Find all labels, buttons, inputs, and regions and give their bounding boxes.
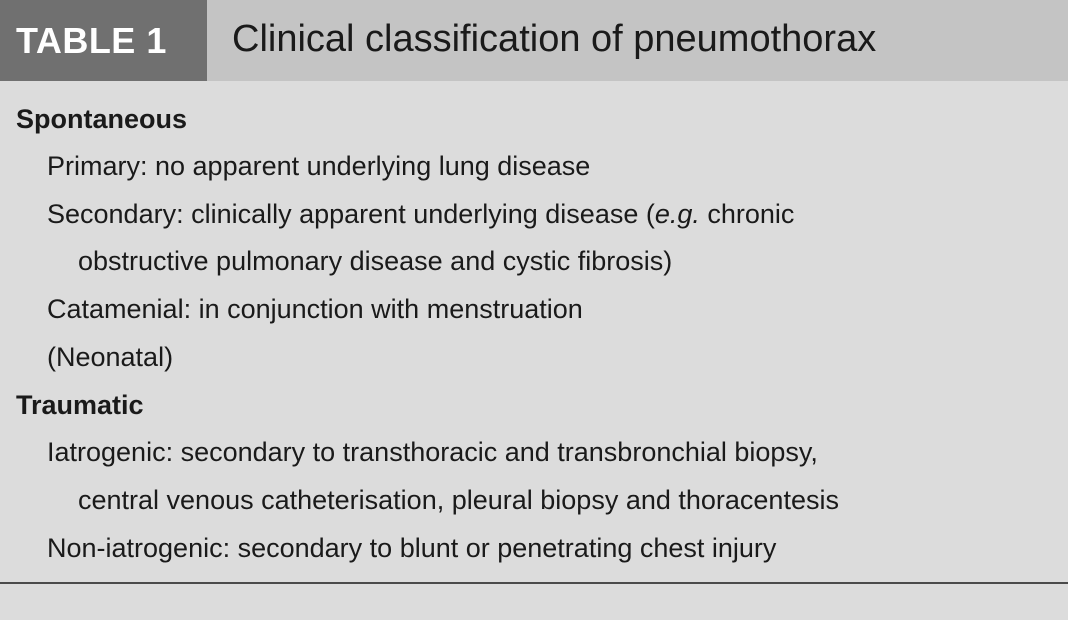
table-label-box — [0, 0, 207, 81]
table-title: Clinical classification of pneumothorax — [232, 18, 877, 60]
table-bottom-rule — [0, 582, 1068, 584]
list-item-secondary-text-after: chronic — [699, 199, 795, 229]
list-item-iatrogenic-continuation: central venous catheterisation, pleural biopsy and thoracentesis — [78, 485, 839, 515]
table-label: TABLE 1 — [16, 20, 167, 61]
list-item-neonatal: (Neonatal) — [47, 342, 174, 372]
list-item-catamenial: Catamenial: in conjunction with menstruation — [47, 294, 583, 324]
list-item-secondary-text-before: Secondary: clinically apparent underlying disease ( — [47, 199, 655, 229]
list-item-iatrogenic: Iatrogenic: secondary to transthoracic and transbronchial biopsy, — [47, 437, 818, 467]
section-heading-traumatic: Traumatic — [16, 390, 144, 420]
list-item-primary: Primary: no apparent underlying lung disease — [47, 151, 591, 181]
table-header — [0, 0, 1068, 81]
list-item-secondary-continuation: obstructive pulmonary disease and cystic fibrosis) — [78, 246, 673, 276]
list-item-secondary-italic: e.g. — [654, 199, 700, 229]
section-heading-spontaneous: Spontaneous — [16, 104, 188, 134]
list-item-non-iatrogenic: Non-iatrogenic: secondary to blunt or penetrating chest injury — [47, 533, 777, 563]
list-item-secondary — [47, 198, 794, 230]
